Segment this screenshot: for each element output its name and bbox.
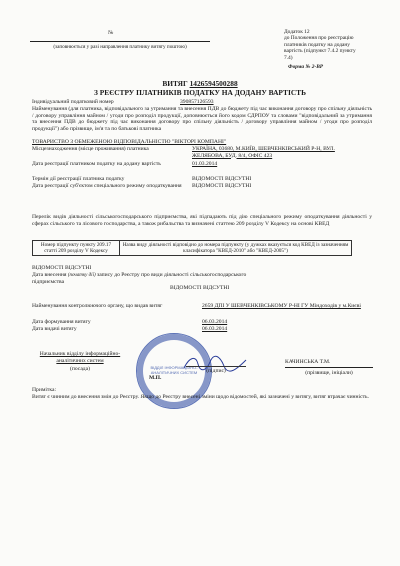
special-regime-label: Дата реєстрації суб'єктом спеціального режиму оподаткування	[32, 183, 182, 189]
registration-date-label: Дата реєстрації платником податку на додану вартість	[32, 161, 161, 167]
validity-label: Термін дії реєстрації платника податку	[32, 176, 125, 182]
table-header-cell: Номер підпункту пункту 209.17 статті 209 розділу V Кодексу	[33, 241, 120, 256]
activities-intro: Перелік видів діяльності сільськогосподарського підприємства, які підпадають під дію спеціального режиму оподаткування діяльності у сферах сільського та лісового господарства, а також рибальства та визначені статтею 209 розділу V Кодексу на основі КВЕД	[32, 214, 372, 227]
number-line	[30, 38, 210, 42]
authority-label: Найменування контролюючого органу, що видав витяг	[32, 303, 163, 309]
extract-number: 1426594500288	[189, 79, 238, 88]
payer-description: Найменування (для платника, відповідального за утримання та внесення ПДВ до бюджету під час виконання договору про спільну діяльність / договору управління майном / угоди про розподіл продукції, доповнюється його кодом СДРПОУ та словами "відповідальний за утримання та внесення ПДВ до бюджету під час виконання договору про спільну діяльність / договору управління майном / угоди про розподіл продукції") або прізвище, ім'я та по батькові платника	[32, 106, 372, 132]
title-prefix: ВИТЯГ	[162, 79, 188, 88]
changes-label-suffix: запису до Реєстру про види діяльності сільськогосподарського підприємства	[32, 272, 247, 285]
position-caption: (посада)	[69, 366, 91, 373]
address-label: Місцезнаходження (місце проживання) платника	[32, 146, 149, 152]
signature-line	[186, 366, 246, 367]
changes-label-prefix: Дата внесення	[32, 272, 67, 278]
signature-caption: (підпис)	[206, 368, 226, 374]
mailing-block	[20, 30, 220, 50]
authority-value: 2659 ДПІ У ШЕВЧЕНКІВСЬКОМУ Р-НІ ГУ Міндоходів у м.Києві	[202, 303, 361, 309]
appendix-block	[284, 29, 388, 70]
position-block	[30, 351, 130, 373]
mailing-caption: (заповнюється у разі направлення платнику витягу поштою)	[53, 43, 187, 50]
codes-empty-value: ВІДОМОСТІ ВІДСУТНІ	[32, 265, 92, 271]
extract-subtitle: З РЕЄСТРУ ПЛАТНИКІВ ПОДАТКУ НА ДОДАНУ ВАРТІСТЬ	[94, 88, 306, 97]
changes-label	[32, 272, 247, 285]
company-name: ТОВАРИСТВО З ОБМЕЖЕНОЮ ВІДПОВІДАЛЬНІСТЮ "ВІКТОРІ КОМПАНІ"	[32, 139, 227, 145]
seal-mark: М.П.	[149, 375, 162, 381]
codes-table	[32, 240, 352, 256]
table-header-cell: Назва виду діяльності відповідно до номера підпункту (у дужках вказується код КВЕД із зазначенням класифікатора "КВЕД-2010" або "КВЕД-2005")	[120, 241, 352, 256]
stamp-text: ВІДДІЛ ІНФОРМАЦІЙНО-АНАЛІТИЧНИХ СИСТЕМ	[150, 365, 198, 375]
form-number: Форма № 2-ВР	[288, 63, 324, 70]
changes-label-hint: (початку дії)	[67, 273, 96, 278]
address-value: УКРАЇНА, 03680, М.КИЇВ, ШЕВЧЕНКІВСЬКИЙ Р-Н, ВУЛ. ЖЕЛЯБОВА, БУД. 8/4, ОФІС 423	[192, 146, 335, 159]
name-block	[285, 359, 373, 376]
position-line: аналітичних систем	[56, 357, 104, 364]
appendix-line: вартість (підпункт 7.4.2 пункту	[284, 48, 356, 55]
number-label: №	[108, 30, 114, 36]
appendix-line: платників податку на додану	[284, 41, 350, 48]
name-caption: (прізвище, ініціали)	[305, 369, 353, 376]
note-title: Примітка:	[32, 387, 57, 393]
appendix-line: 7.4)	[284, 54, 293, 61]
table-header-row	[33, 241, 352, 256]
registration-date-value: 01.03.2014	[192, 161, 218, 167]
special-regime-value: ВІДОМОСТІ ВІДСУТНІ	[192, 183, 252, 189]
note-text: Витяг є чинним до внесення змін до Реєстру. Якщо до Реєстру внесені зміни щодо відомостей, які зазначені у витягу, витяг втрачає чинність.	[32, 394, 369, 400]
official-name: КАЧИНСЬКА Т.М.	[285, 359, 373, 368]
validity-value: ВІДОМОСТІ ВІДСУТНІ	[192, 176, 252, 182]
formation-date-label: Дата формування витягу	[32, 319, 91, 325]
tax-id-label: Індивідуальний податковий номер	[32, 99, 114, 105]
issue-date-label: Дата видачі витягу	[32, 326, 77, 332]
changes-value: ВІДОМОСТІ ВІДСУТНІ	[170, 285, 230, 291]
formation-date-value: 06.03.2014	[202, 319, 228, 325]
issue-date-value: 06.03.2014	[202, 326, 228, 332]
position-line: Начальник відділу інформаційно-	[39, 351, 121, 357]
appendix-line: до Положення про реєстрацію	[284, 35, 354, 42]
tax-id-value: 390857126593	[180, 99, 214, 105]
appendix-line: Додаток 12	[284, 29, 310, 35]
